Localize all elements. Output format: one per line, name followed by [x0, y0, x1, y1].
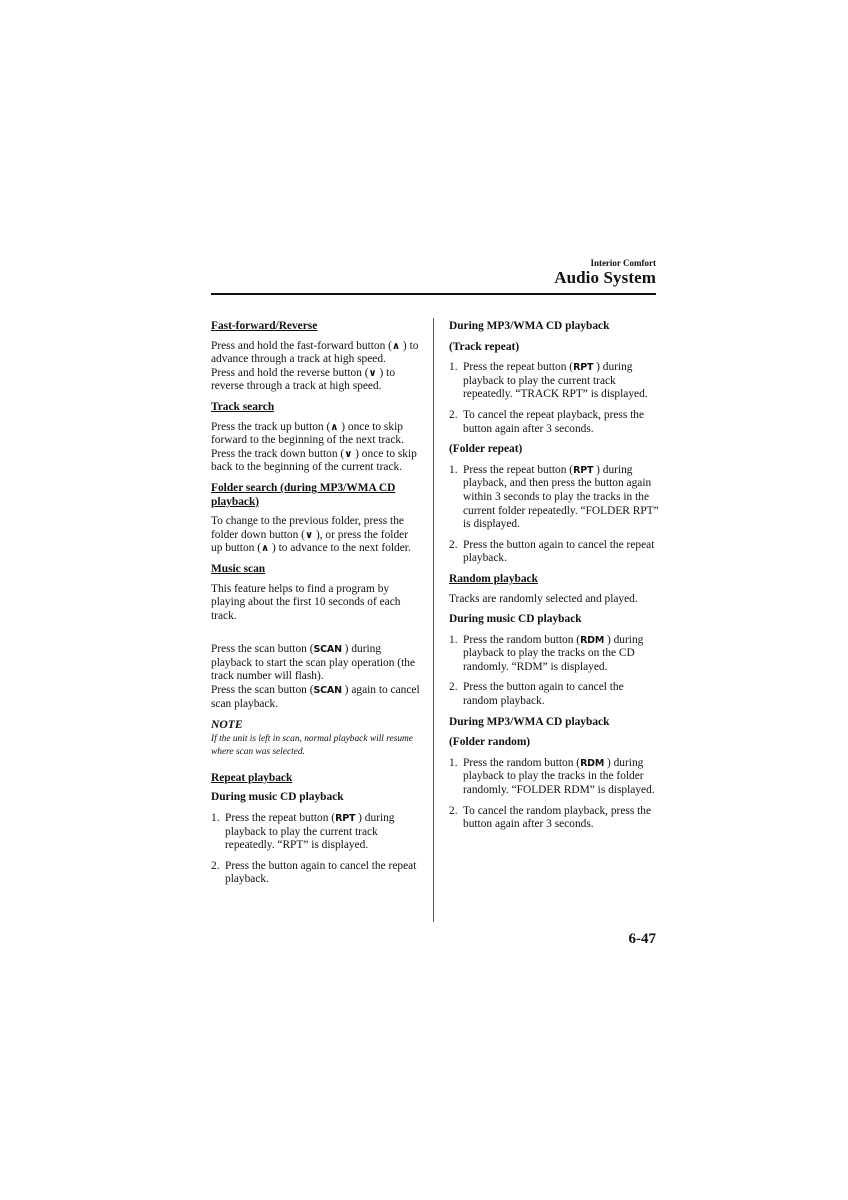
list-item	[449, 409, 659, 436]
random-intro: Tracks are randomly selected and played.	[449, 592, 638, 605]
text: ) during playback to play the current track repeatedly. “RPT” is displayed.	[225, 812, 395, 852]
step-number: 2.	[449, 804, 458, 817]
text: Press the random button (	[463, 633, 581, 646]
spacer	[211, 630, 421, 643]
music-scan-heading: Music scan	[211, 562, 266, 575]
step-number: 2.	[449, 538, 458, 551]
text: Press the button again to cancel the random playback.	[463, 681, 624, 708]
text: ) during playback to play the tracks in the folder randomly. “FOLDER RDM” is displayed.	[463, 756, 655, 797]
text: ) to advance to the next folder.	[269, 542, 411, 555]
text: Press and hold the reverse button (	[211, 366, 369, 379]
text: Press the track up button (	[211, 420, 331, 433]
text: ) to reverse through a track at high speed.	[211, 366, 396, 393]
list-item	[211, 860, 421, 887]
step-number: 1.	[449, 463, 458, 476]
step-number: 2.	[211, 859, 220, 872]
step-number: 1.	[449, 361, 458, 374]
text: To cancel the repeat playback, press the button again after 3 seconds.	[463, 408, 645, 435]
text: Press and hold the fast-forward button (	[211, 339, 392, 352]
list-item	[449, 634, 659, 675]
text: ) during playback, and then press the button again within 3 seconds to play the tracks in the current folder repeatedly. “FOLDER RPT” is displayed.	[463, 463, 659, 531]
list-item	[449, 464, 659, 532]
column-divider	[433, 318, 434, 922]
folder-repeat-steps	[449, 464, 659, 566]
music-scan-intro: This feature helps to find a program by playing about the first 10 seconds of each track.	[211, 582, 401, 622]
repeat-heading: Repeat playback	[211, 771, 293, 784]
up-arrow-icon: ∧	[330, 421, 339, 433]
header-rule	[211, 293, 656, 295]
scan-button-icon: SCAN	[313, 644, 342, 656]
track-search-body	[211, 421, 421, 475]
folder-search-heading: Folder search (during MP3/WMA CD playback)	[211, 481, 396, 508]
rdm-button-icon: RDM	[580, 634, 605, 646]
text: ) during playback to start the scan play operation (the track number will flash).	[211, 643, 416, 683]
text: Press the track down button (	[211, 447, 345, 460]
text: Press the repeat button (	[463, 361, 574, 374]
text: Press the random button (	[463, 756, 581, 769]
music-scan-cancel	[211, 684, 421, 711]
list-item	[449, 361, 659, 402]
mp3-heading: During MP3/WMA CD playback	[449, 320, 610, 332]
random-subheading: During music CD playback	[449, 613, 582, 626]
rpt-button-icon: RPT	[335, 813, 356, 825]
note-text: If the unit is left in scan, normal playback will resume where scan was selected.	[211, 733, 413, 757]
text: To cancel the random playback, press the button again after 3 seconds.	[463, 804, 652, 831]
page-number: 6-47	[628, 931, 656, 947]
left-column	[211, 320, 421, 894]
text: ) again to cancel scan playback.	[211, 684, 420, 710]
list-item	[449, 805, 659, 832]
text: Press the repeat button (	[225, 812, 336, 825]
ffrev-body	[211, 340, 421, 394]
rdm-button-icon: RDM	[580, 757, 605, 769]
right-column	[449, 320, 659, 839]
header-section-label: Interior Comfort	[590, 258, 656, 268]
text: ) during playback to play the tracks on the CD randomly. “RDM” is displayed.	[463, 633, 644, 673]
list-item	[449, 757, 659, 798]
repeat-steps	[211, 812, 421, 887]
rpt-button-icon: RPT	[573, 464, 594, 476]
text: Press the button again to cancel the repeat playback.	[463, 538, 655, 565]
scan-button-icon: SCAN	[313, 685, 342, 697]
list-item	[449, 539, 659, 566]
track-search-heading: Track search	[211, 400, 275, 413]
list-item	[211, 812, 421, 853]
mp3-heading-2: During MP3/WMA CD playback	[449, 715, 610, 728]
up-arrow-icon: ∧	[391, 340, 401, 352]
down-arrow-icon: ∨	[344, 448, 353, 460]
step-number: 1.	[449, 756, 458, 769]
text: Press the scan button (	[211, 643, 314, 656]
rpt-button-icon: RPT	[573, 362, 594, 374]
text: To change to the previous folder, press the folder down button (	[211, 515, 404, 541]
step-number: 2.	[449, 408, 458, 421]
folder-search-body	[211, 515, 421, 556]
folder-random-heading: (Folder random)	[449, 736, 531, 749]
text: ), or press the folder up button (	[211, 528, 408, 555]
text: ) during playback to play the current track repeatedly. “TRACK RPT” is displayed.	[463, 361, 648, 401]
down-arrow-icon: ∨	[368, 367, 377, 379]
note-heading: NOTE	[211, 718, 243, 732]
folder-random-steps	[449, 757, 659, 832]
up-arrow-icon: ∧	[261, 543, 270, 555]
random-steps	[449, 634, 659, 709]
step-number: 1.	[211, 812, 220, 825]
repeat-subheading: During music CD playback	[211, 791, 344, 804]
music-scan-start	[211, 643, 421, 684]
text: Press the scan button (	[211, 684, 314, 697]
step-number: 1.	[449, 633, 458, 646]
step-number: 2.	[449, 681, 458, 694]
track-repeat-heading: (Track repeat)	[449, 340, 520, 353]
text: Press the button again to cancel the repeat playback.	[225, 859, 417, 886]
list-item	[449, 681, 659, 708]
text: ) once to skip forward to the beginning of the next track.	[211, 420, 404, 447]
text: Press the repeat button (	[463, 463, 574, 476]
random-heading: Random playback	[449, 572, 538, 585]
down-arrow-icon: ∨	[304, 529, 314, 541]
folder-repeat-heading: (Folder repeat)	[449, 443, 523, 456]
text: ) to advance through a track at high speed.	[211, 339, 419, 366]
page-title: Audio System	[554, 268, 656, 287]
text: ) once to skip back to the beginning of the current track.	[211, 447, 417, 474]
ffrev-heading: Fast-forward/Reverse	[211, 320, 318, 332]
track-repeat-steps	[449, 361, 659, 436]
